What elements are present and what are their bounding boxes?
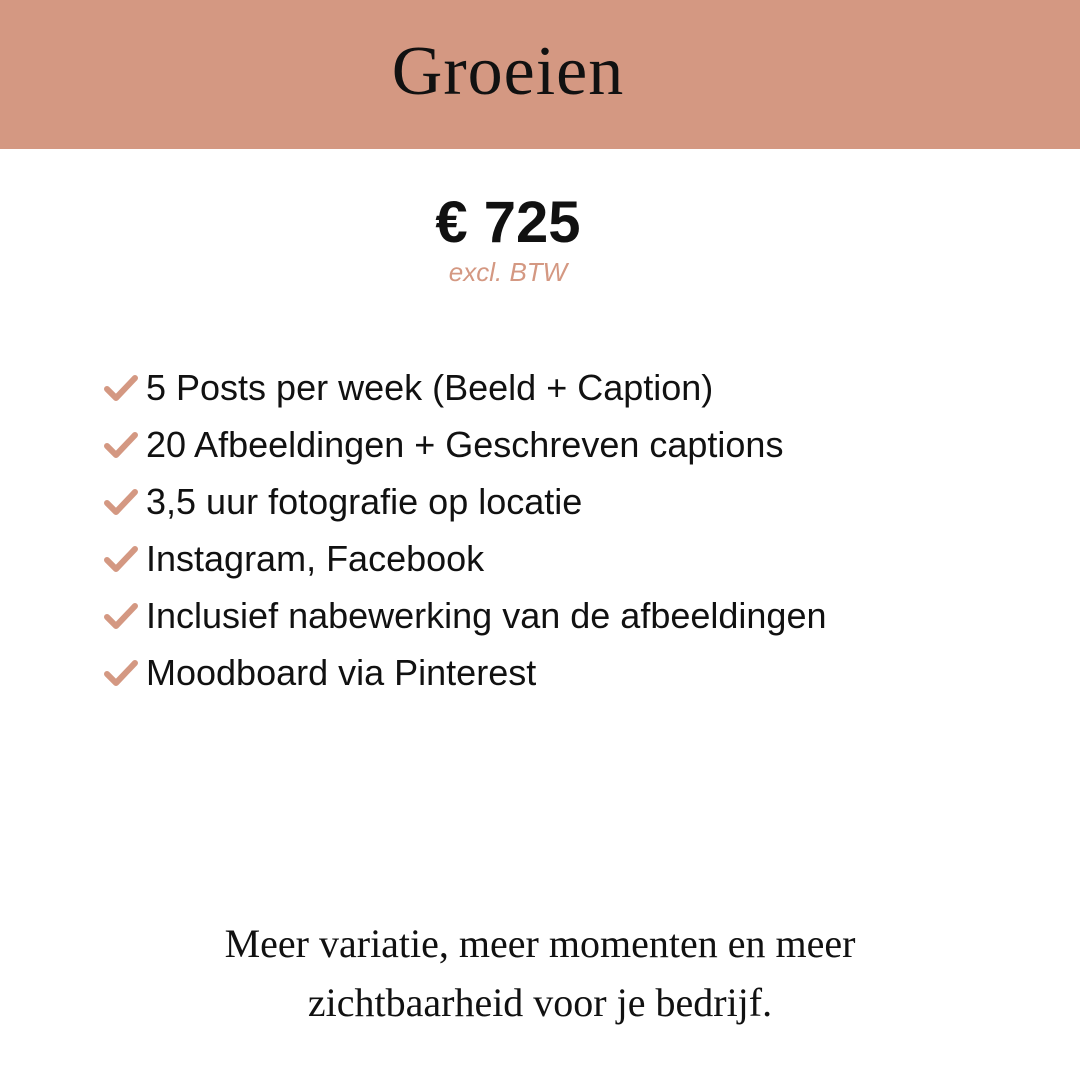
tagline [0,914,1080,1032]
feature-text: 5 Posts per week (Beeld + Caption) [146,366,714,408]
check-icon [104,658,138,688]
feature-item [104,530,826,587]
tagline-line-1: Meer variatie, meer momenten en meer [224,921,856,966]
feature-item [104,644,826,701]
feature-text: Moodboard via Pinterest [146,651,537,693]
check-icon [104,487,138,517]
feature-item [104,359,826,416]
check-icon [104,601,138,631]
feature-item [104,587,826,644]
price: € 725 [435,190,581,255]
price-note: excl. BTW [448,257,568,287]
feature-text: 20 Afbeeldingen + Geschreven captions [146,423,784,465]
tagline-line-2: zichtbaarheid voor je bedrijf. [307,980,773,1025]
feature-text: 3,5 uur fotografie op locatie [146,480,583,522]
package-title: Groeien [391,33,625,110]
check-icon [104,373,138,403]
check-icon [104,544,138,574]
feature-list [104,359,826,701]
feature-item [104,416,826,473]
feature-text: Instagram, Facebook [146,537,485,579]
feature-text: Inclusief nabewerking van de afbeeldingen [146,594,827,636]
feature-item [104,473,826,530]
check-icon [104,430,138,460]
